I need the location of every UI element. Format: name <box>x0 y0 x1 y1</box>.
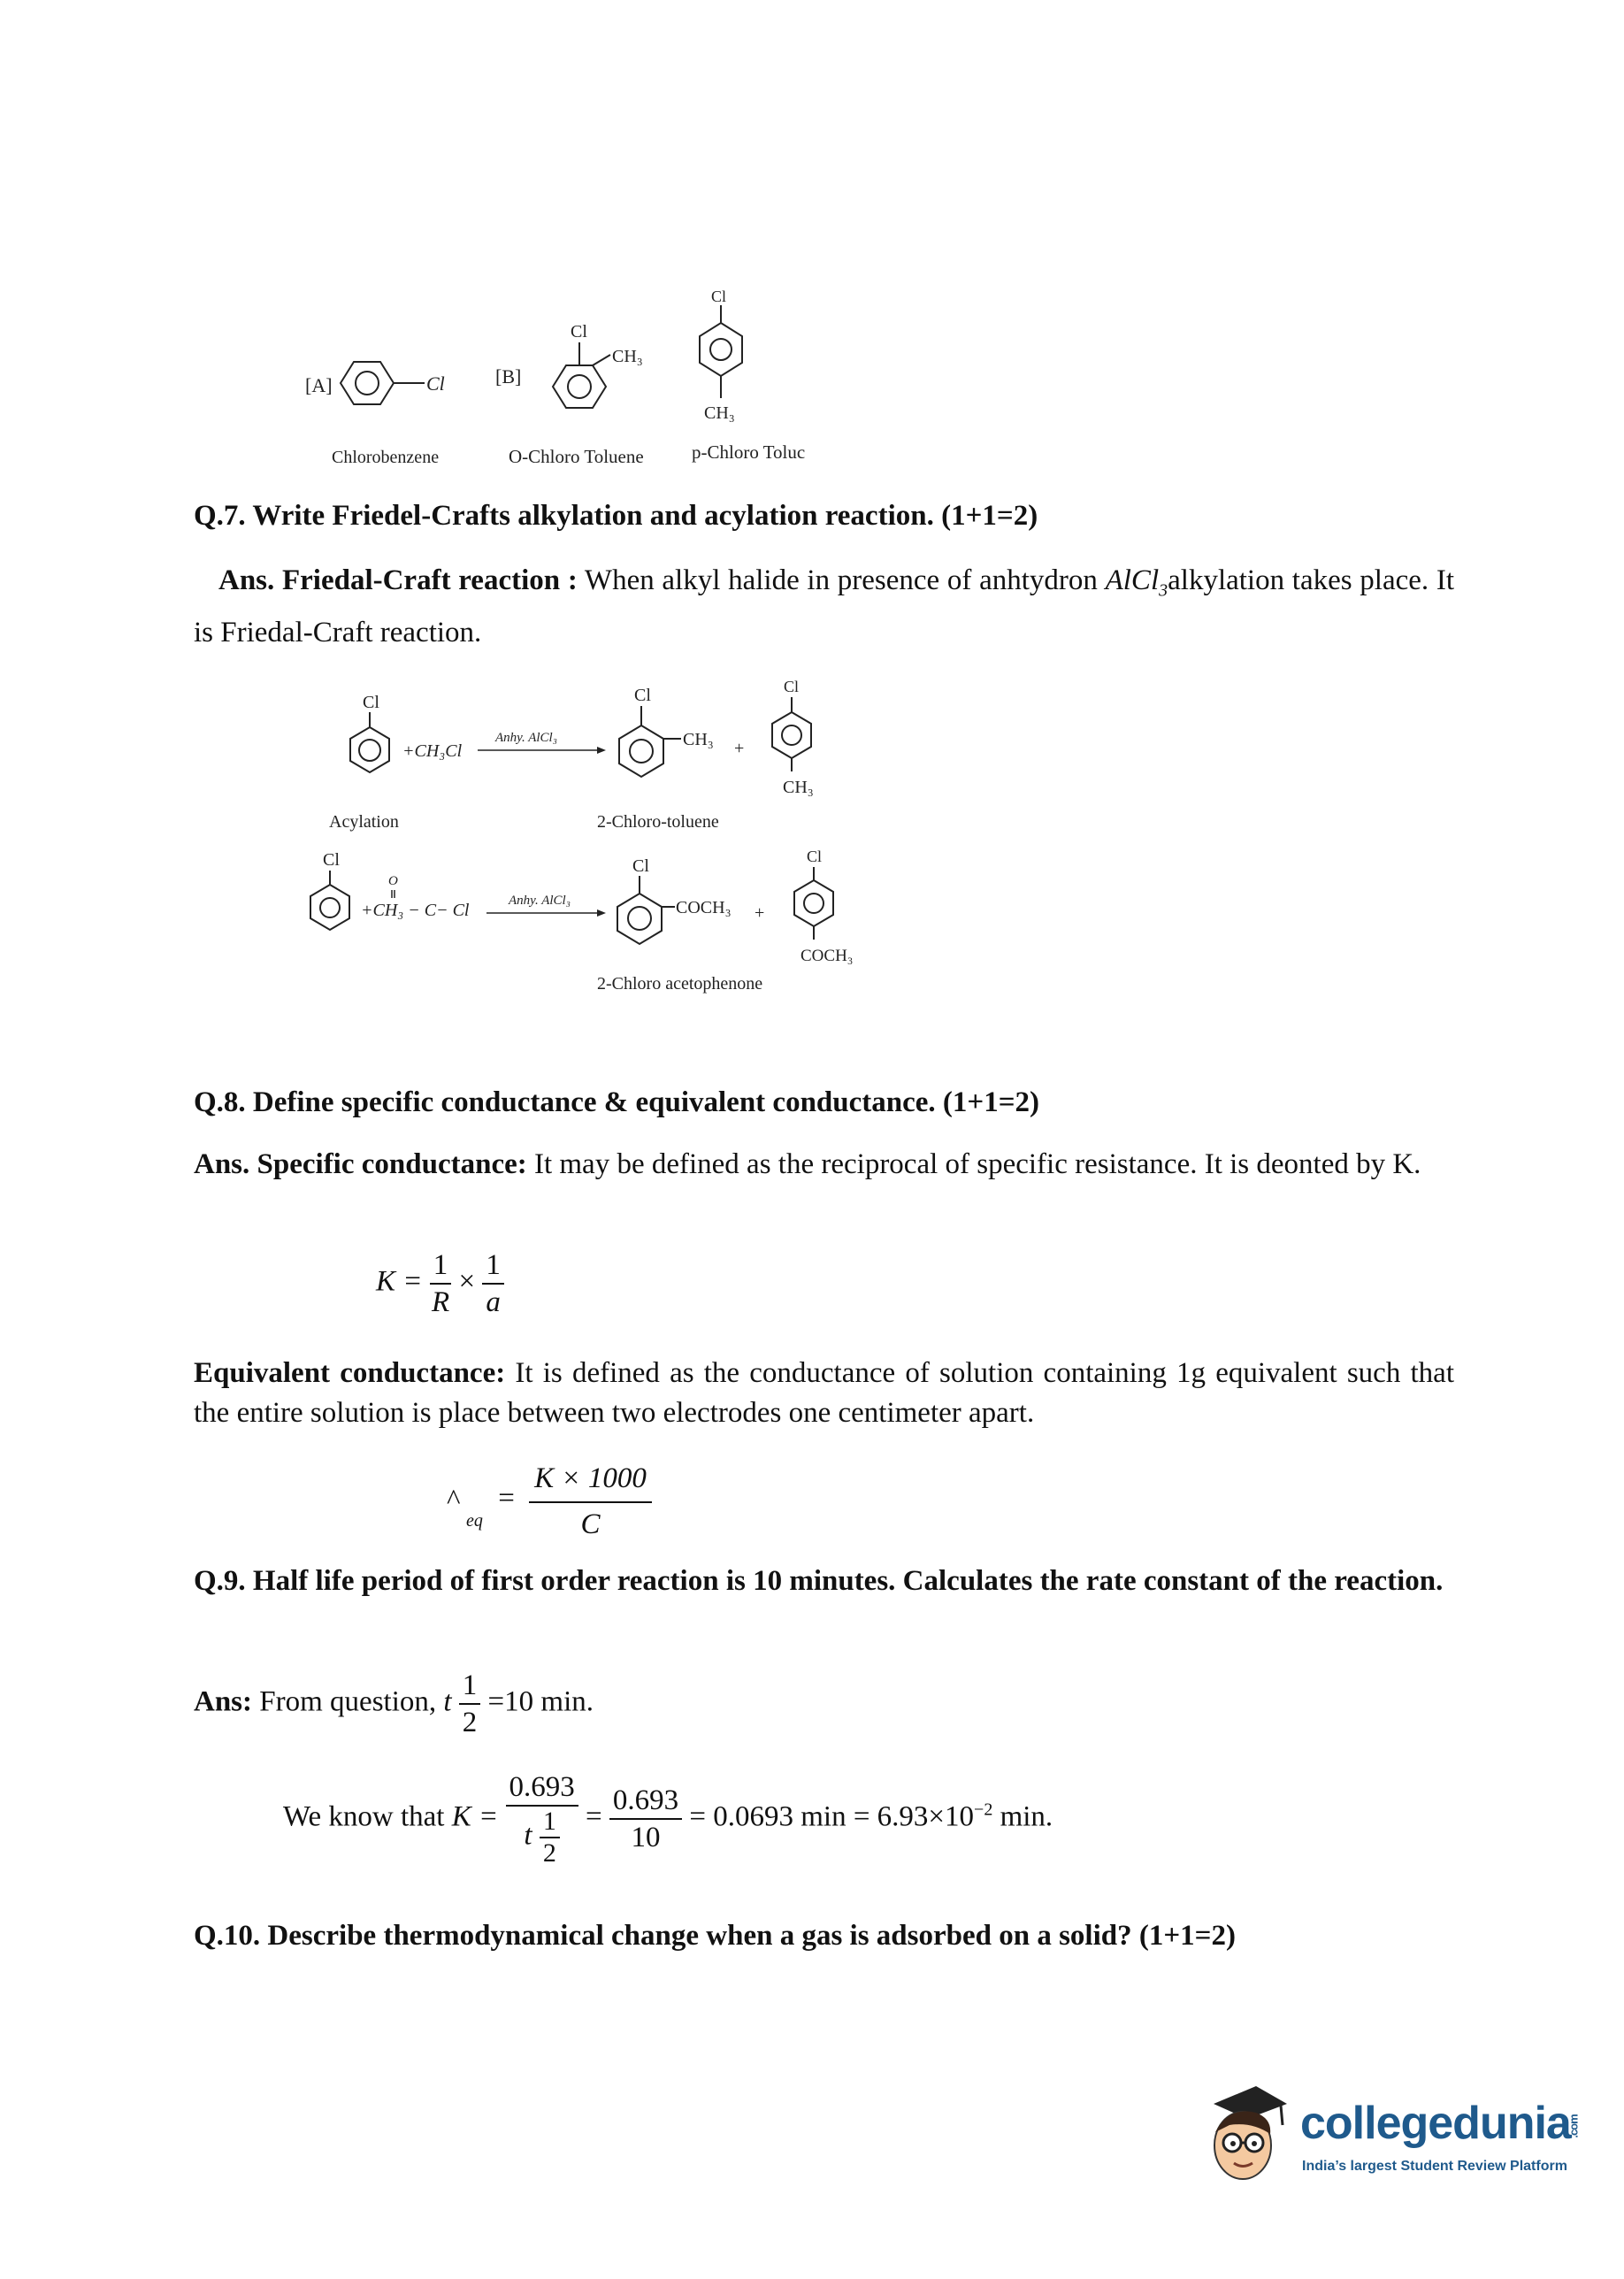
answer-7-text-3: takes place. It is Friedal-Craft reaction. <box>194 564 1455 648</box>
answer-7-text-1: When alkyl halide in presence of anhtydron <box>584 564 1098 596</box>
figure-friedel-crafts-reactions <box>292 672 929 1009</box>
r1-p2-ch3: CH₃ <box>783 778 814 797</box>
question-9: Q.9. Half life period of first order reaction is 10 minutes. Calculates the rate constant of the reaction. <box>194 1565 1444 1597</box>
r2-catalyst: Anhy. AlCl₃ <box>509 894 571 908</box>
logo-tagline: India’s largest Student Review Platform <box>1302 2159 1567 2174</box>
label-a: [A] <box>305 374 333 396</box>
r2-o: O <box>388 874 398 888</box>
r2-plus: + <box>755 903 765 923</box>
benzene-ring-c <box>700 323 742 376</box>
r2-cl: Cl <box>323 850 340 870</box>
question-8: Q.8. Define specific conductance & equivalent conductance. (1+1=2) <box>194 1086 1040 1118</box>
r1-p1-ch3: CH₃ <box>683 730 714 749</box>
r1-p2-cl: Cl <box>784 678 800 695</box>
sub-ch3-b: CH₃ <box>612 347 643 366</box>
equivalent-lead: Equivalent conductance: <box>194 1357 506 1389</box>
label-product1: 2-Chloro-toluene <box>597 812 719 832</box>
mascot-icon <box>1203 2070 1291 2194</box>
r2-p1-cl: Cl <box>632 856 649 876</box>
benzene-ring-b <box>553 365 606 408</box>
sub-cl-a: Cl <box>426 372 445 395</box>
label-acylation: Acylation <box>329 812 399 832</box>
r2-p2-cl: Cl <box>807 848 823 865</box>
answer-7-lead: Ans. Friedal-Craft reaction : <box>218 564 578 596</box>
r1-p2-ring <box>772 712 811 758</box>
equivalent-conductance-definition <box>194 1354 1454 1433</box>
name-c: p-Chloro Toluc <box>692 441 806 463</box>
r1-p1-ring <box>619 725 663 777</box>
sub-cl-b: Cl <box>571 322 587 341</box>
name-b: O-Chloro Toluene <box>509 446 644 467</box>
answer-8-lead: Ans. Specific conductance: <box>194 1148 527 1180</box>
r2-p1-ring <box>617 894 662 944</box>
r1-catalyst: Anhy. AlCl₃ <box>495 731 557 745</box>
equation-equivalent-conductance: ^ eq = $\frac{K \times 1000}{C}$ <box>447 1455 652 1546</box>
sub-ch3-c: CH₃ <box>704 403 735 423</box>
r2-p1-coch3: COCH₃ <box>676 898 732 917</box>
r2-reagent: +CH₃ − C− Cl <box>361 901 470 920</box>
logo-name: collegedunia.com <box>1300 2098 1581 2149</box>
collegedunia-logo <box>1203 2070 1592 2194</box>
label-product2: 2-Chloro acetophenone <box>597 974 763 994</box>
answer-7-text-2: alkylation <box>1168 564 1285 596</box>
benzene-ring-a <box>341 362 394 404</box>
r2-p2-ring <box>794 880 833 926</box>
question-7: Q.7. Write Friedel-Crafts alkylation and acylation reaction. (1+1=2) <box>194 500 1038 532</box>
name-a: Chlorobenzene <box>332 448 440 467</box>
r1-reactant-ring <box>350 727 389 772</box>
alcl3-formula: AlCl$_3$ <box>1105 564 1168 601</box>
equivalent-text: It is defined as the conductance of solution containing 1g equivalent such that the entire solution is place between two electrodes one centimeter apart. <box>194 1357 1454 1429</box>
benzene-circle-a <box>356 372 379 395</box>
rate-constant-equation: We know that K = 0.693 t $\frac{1}{2}$ = $\frac{0.693}{10}$ = 0.0693 $\min = 6.93\times 10^{-2}$ min. <box>283 1771 1053 1868</box>
sub-cl-c: Cl <box>711 288 727 305</box>
benzene-circle-c <box>710 339 732 360</box>
figure-chloro-compounds <box>292 288 867 482</box>
r1-cl: Cl <box>363 693 379 712</box>
answer-7 <box>194 560 1454 654</box>
label-b: [B] <box>495 365 522 388</box>
r2-reactant-ring <box>310 885 349 930</box>
benzene-circle-b <box>568 375 591 398</box>
equation-specific-conductance: K = $\frac{1}{R}$ × $\frac{1}{a}$ <box>376 1247 504 1320</box>
question-10: Q.10. Describe thermodynamical change when a gas is adsorbed on a solid? (1+1=2) <box>194 1920 1236 1952</box>
answer-9-line: Ans: From question, t $\frac{1}{2}$ =10 min. <box>194 1669 594 1738</box>
r2-p2-coch3: COCH₃ <box>801 947 854 965</box>
r1-p1-cl: Cl <box>634 686 651 705</box>
r1-plus: + <box>734 739 745 758</box>
answer-8-text: It may be defined as the reciprocal of specific resistance. It is deonted by K. <box>533 1148 1421 1180</box>
r1-reagent: +CH₃Cl <box>402 741 463 761</box>
answer-8 <box>194 1145 1454 1185</box>
